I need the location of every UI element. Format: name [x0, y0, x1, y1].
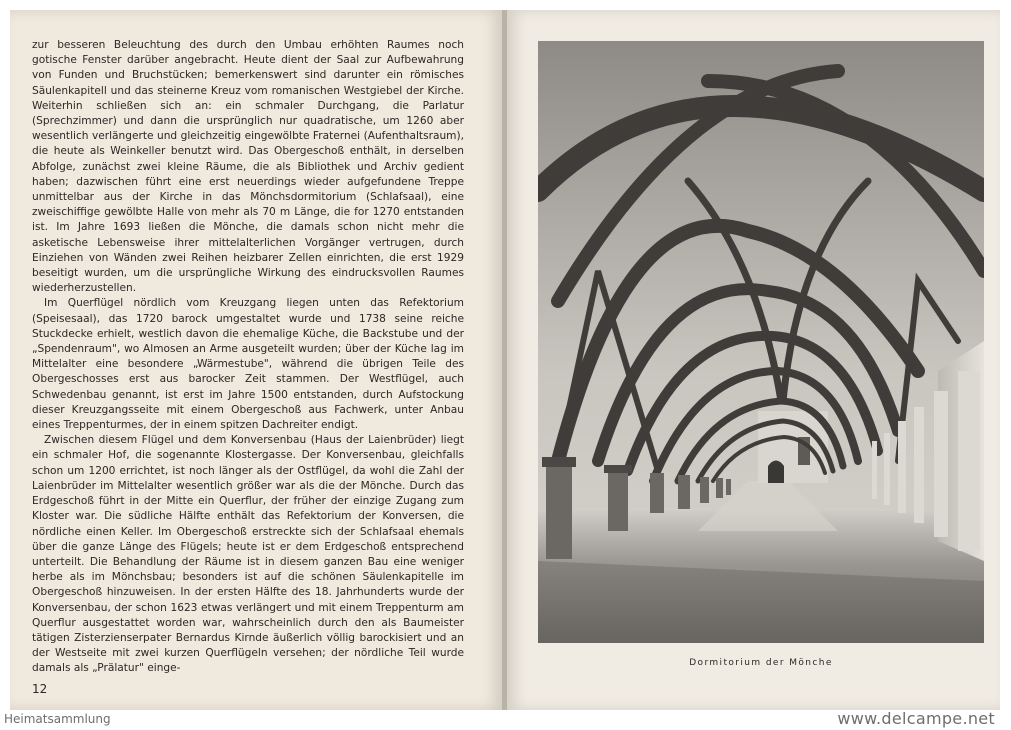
left-page — [10, 10, 502, 710]
body-text — [32, 38, 464, 677]
watermark-left: Heimatsammlung — [4, 712, 111, 726]
paragraph-2: Im Querflügel nördlich vom Kreuzgang liegen unten das Refektorium (Speisesaal), das 1720 barock umgestaltet wurde und 1738 seine reiche Stuckdecke erhielt, westlich davon die ehemalige Küche, die Backstube und der „Spendenraum", wo Almosen an Arme ausgeteilt wurden; über der Küche lag im Mittelalter eine besondere „Wärmestube", während die übrigen Teile des Obergeschosses erst aus barocker Zeit stammen. Der Westflügel, auch Schwedenbau genannt, ist erst im Jahre 1500 entstanden, durch Aufstockung dieser Kreuzgangsseite mit einem Obergeschoß aus Fachwerk, unter Anbau eines Treppenturmes, der in einem spitzen Dachreiter endigt. — [32, 297, 464, 432]
right-page — [507, 10, 1000, 710]
paragraph-3: Zwischen diesem Flügel und dem Konversenbau (Haus der Laienbrüder) liegt ein schmaler Hof, die sogenannte Klostergasse. Der Konversenbau, gleichfalls schon um 1200 errichtet, ist noch länger als der Ostflügel, da wohl die Zahl der Laienbrüder im Mittelalter wesentlich größer war als die der Mönche. Durch das Erdgeschoß führt in der Mitte ein Querflur, der früher der einzige Zugang zum Kloster war. Die südliche Hälfte enthält das Refektorium der Konversen, die nördliche einen Keller. Im Obergeschoß erstreckte sich der Schlafsaal ehemals über die ganze Länge des Flügels; heute ist er dem Erdgeschoß entsprechend unterteilt. Die Behandlung der Räume ist in diesem ganzen Bau eine weniger herbe als im Mönchsbau; besonders ist auf die schönen Säulenkapitelle im Obergeschoß hinzuweisen. In der ersten Hälfte des 18. Jahrhunderts wurde der Konversenbau, der schon 1623 etwas verlängert und mit einem Treppenturm am Querflur ausgestattet worden war, wahrscheinlich durch den als Baumeister tätigen Zisterzienserpater Bernardus Kirnde äußerlich völlig barockisiert und an der Westseite mit zwei kurzen Querflügeln versehen; der nördliche Teil wurde damals als „Prälatur" einge- — [32, 434, 464, 675]
paragraph-1: zur besseren Beleuchtung des durch den Umbau erhöhten Raumes noch gotische Fenster darüber angebracht. Heute dient der Saal zur Aufbewahrung von Funden und Bruchstücken; bemerkenswert sind darunter ein römisches Säulenkapitell und das steinerne Kreuz vom romanischen Westgiebel der Kirche. Weiterhin schließen sich an: ein schmaler Durchgang, die Parlatur (Sprechzimmer) und dann die ursprünglich nur quadratische, um 1260 aber wesentlich verlängerte und gleichzeitig eingewölbte Fraternei (Aufenthaltsraum), die heute als Weinkeller benutzt wird. Das Obergeschoß enthält, in derselben Abfolge, zunächst zwei kleine Räume, die als Bibliothek und Archiv gedient haben; dazwischen führt eine erst neuerdings wieder aufgefundene Treppe unmittelbar aus der Kirche in das Mönchsdormitorium (Schlafsaal), eine zweischiffige gewölbte Halle von mehr als 70 m Länge, die for 1270 entstanden ist. Im Jahre 1693 ließen die Mönche, die damals schon nicht mehr die asketische Lebensweise ihrer mittelalterlichen Vorgänger vertrugen, durch Einziehen von Wänden zwei Reihen heizbarer Zellen einrichten, die erst 1929 beseitigt wurden, um die ursprüngliche Wirkung des eindrucksvollen Raumes wiederherzustellen. — [32, 39, 464, 295]
photo-caption: Dormitorium der Mönche — [689, 658, 833, 668]
vaulted-hall-photo — [538, 41, 984, 643]
book-spread — [10, 10, 1000, 710]
dormitory-illustration — [538, 41, 984, 643]
watermark-right: www.delcampe.net — [837, 709, 995, 728]
page-number: 12 — [32, 682, 48, 696]
